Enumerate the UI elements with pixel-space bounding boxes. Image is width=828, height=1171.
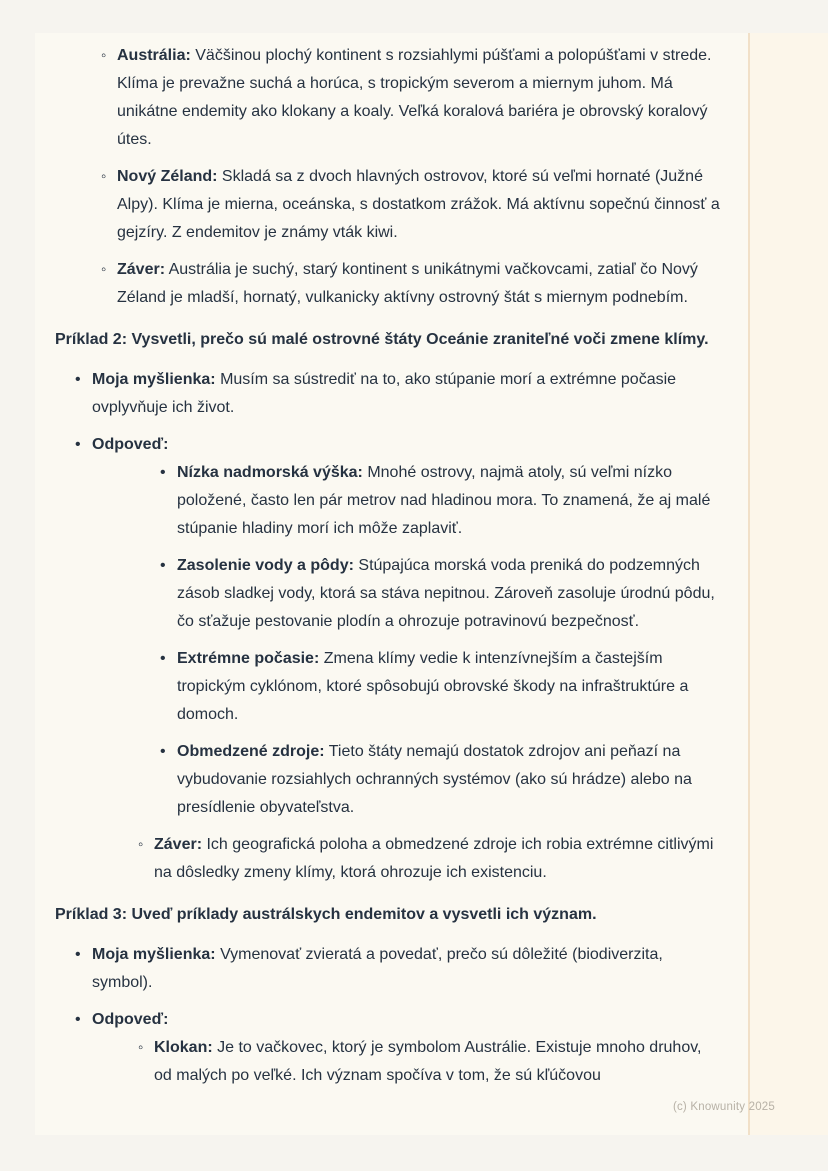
- disc-bullet-icon: •: [160, 557, 166, 574]
- disc-bullet-icon: •: [75, 436, 81, 453]
- section-list: [55, 941, 720, 1090]
- list-item: [55, 941, 720, 997]
- document-page: [35, 33, 828, 1135]
- list-item: [129, 831, 720, 887]
- list-item: [129, 645, 720, 729]
- item-text: Ich geografická poloha a obmedzené zdroje ich robia extrémne citlivými na dôsledky zmeny klímy, ktorá ohrozuje ich existenciu.: [154, 836, 714, 881]
- list-item: [129, 738, 720, 822]
- item-text: Je to vačkovec, ktorý je symbolom Austrálie. Existuje mnoho druhov, od malých po veľké. Ich význam spočíva v tom, že sú kľúčovou: [154, 1039, 702, 1084]
- item-lead: Nový Zéland:: [117, 168, 218, 185]
- list-item: [55, 256, 720, 312]
- item-text: Austrália je suchý, starý kontinent s unikátnymi vačkovcami, zatiaľ čo Nový Zéland je mladší, hornatý, vulkanicky aktívny ostrovný štát s miernym podnebím.: [117, 261, 698, 306]
- circle-bullet-icon: ◦: [138, 836, 144, 853]
- circle-bullet-icon: ◦: [138, 1039, 144, 1056]
- circle-bullet-icon: ◦: [101, 261, 107, 278]
- list-item: [55, 42, 720, 154]
- section-heading: Príklad 3: Uveď príklady austrálskych endemitov a vysvetli ich význam.: [55, 906, 597, 923]
- disc-bullet-icon: •: [75, 1011, 81, 1028]
- page-margin-strip: [750, 33, 828, 1135]
- item-text: Skladá sa z dvoch hlavných ostrovov, ktoré sú veľmi hornaté (Južné Alpy). Klíma je mierna, oceánska, s dostatkom zrážok. Má aktívnu sopečnú činnosť a gejzíry. Z endemitov je známy vták kiwi.: [117, 168, 720, 241]
- item-lead: Záver:: [117, 261, 166, 278]
- list-item: [55, 431, 720, 887]
- item-lead: Extrémne počasie:: [177, 650, 320, 667]
- circle-bullet-icon: ◦: [101, 47, 107, 64]
- item-lead: Moja myšlienka:: [92, 946, 216, 963]
- item-text: Stúpajúca morská voda preniká do podzemných zásob sladkej vody, ktorá sa stáva nepitnou. Zároveň zasoluje úrodnú pôdu, čo sťažuje pestovanie plodín a ohrozuje potravinovú bezpečnosť.: [177, 557, 715, 630]
- disc-bullet-icon: •: [160, 464, 166, 481]
- item-text: Tieto štáty nemajú dostatok zdrojov ani peňazí na vybudovanie rozsiahlych ochranných systémov (ako sú hrádze) alebo na presídlenie obyvateľstva.: [177, 743, 692, 816]
- item-text: Zmena klímy vedie k intenzívnejším a častejším tropickým cyklónom, ktoré spôsobujú obrovské škody na infraštruktúre a domoch.: [177, 650, 689, 723]
- section-list: [55, 366, 720, 887]
- item-text: Väčšinou plochý kontinent s rozsiahlymi púšťami a polopúšťami v strede. Klíma je prevažne suchá a horúca, s tropickým severom a miernym juhom. Má unikátne endemity ako klokany a koaly. Veľká koralová bariéra je obrovský koralový útes.: [117, 47, 712, 148]
- item-lead: Záver:: [154, 836, 203, 853]
- page-edge-rule: [748, 33, 750, 1135]
- list-item: [55, 366, 720, 422]
- list-item: [129, 459, 720, 543]
- item-text: Mnohé ostrovy, najmä atoly, sú veľmi nízko položené, často len pár metrov nad hladinou mora. To znamená, že aj malé stúpanie hladiny morí ich môže zaplaviť.: [177, 464, 711, 537]
- intro-list: [55, 42, 720, 312]
- section-heading: Príklad 2: Vysvetli, prečo sú malé ostrovné štáty Oceánie zraniteľné voči zmene klímy.: [55, 331, 709, 348]
- item-text: Musím sa sústrediť na to, ako stúpanie morí a extrémne počasie ovplyvňuje ich život.: [92, 371, 677, 416]
- list-item: [129, 552, 720, 636]
- disc-bullet-icon: •: [75, 946, 81, 963]
- answer-sublist: [92, 1034, 720, 1090]
- list-item: [55, 1006, 720, 1090]
- copyright-watermark: (c) Knowunity 2025: [672, 1101, 775, 1113]
- list-item: [55, 163, 720, 247]
- disc-bullet-icon: •: [75, 371, 81, 388]
- item-lead: Zasolenie vody a pôdy:: [177, 557, 354, 574]
- item-lead: Moja myšlienka:: [92, 371, 216, 388]
- circle-bullet-icon: ◦: [101, 168, 107, 185]
- item-lead: Nízka nadmorská výška:: [177, 464, 363, 481]
- item-text: Vymenovať zvieratá a povedať, prečo sú dôležité (biodiverzita, symbol).: [92, 946, 663, 991]
- document-content: [55, 42, 720, 1090]
- disc-bullet-icon: •: [160, 743, 166, 760]
- answer-sublist: [92, 459, 720, 887]
- item-lead: Odpoveď:: [92, 436, 169, 453]
- item-lead: Austrália:: [117, 47, 191, 64]
- item-lead: Obmedzené zdroje:: [177, 743, 325, 760]
- disc-bullet-icon: •: [160, 650, 166, 667]
- list-item: [129, 1034, 720, 1090]
- item-lead: Odpoveď:: [92, 1011, 169, 1028]
- item-lead: Klokan:: [154, 1039, 213, 1056]
